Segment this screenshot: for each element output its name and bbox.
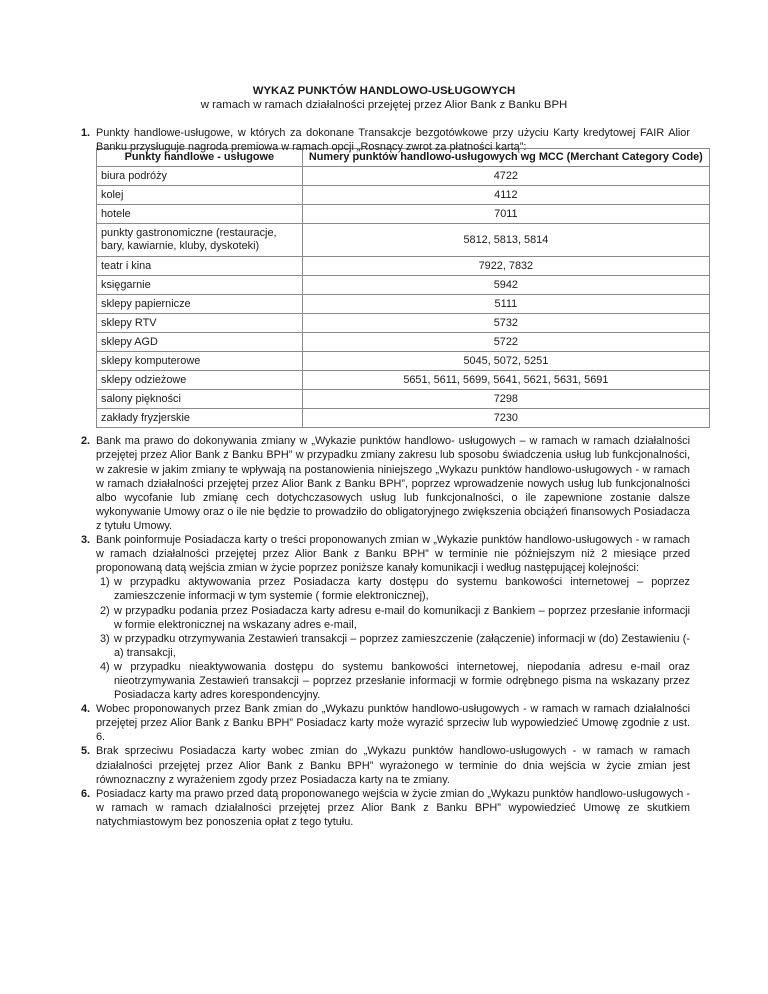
list-item — [96, 632, 690, 660]
table-cell-mcc: 7298 — [302, 390, 709, 409]
table-cell-mcc: 4112 — [302, 186, 709, 205]
paragraph-text: Bank poinformuje Posiadacza karty o treści proponowanych zmian w „Wykazie punktów handlowo-usługowych - w ramach w ramach działalności przejętej przez Alior Bank z Banku BPH” w terminie nie późniejszym niż 2 miesiące przed proponowaną datą wejścia zmian w życie poprzez poniższe kanały komunikacji i według następującej kolejności: — [96, 534, 690, 575]
table-cell-merchant: zakłady fryzjerskie — [97, 409, 303, 428]
table-row — [97, 390, 710, 409]
paragraph-3 — [78, 533, 690, 702]
table-cell-merchant: księgarnie — [97, 276, 303, 295]
list-item-number: 4) — [100, 660, 110, 673]
table-row — [97, 205, 710, 224]
table-row — [97, 186, 710, 205]
table-row — [97, 276, 710, 295]
list-item-text: w przypadku otrzymywania Zestawień transakcji – poprzez zamieszczenie (załączenie) informacji w (do) Zestawieniu (-a) transakcji, — [114, 632, 690, 659]
paragraph-5 — [78, 744, 690, 786]
table-cell-mcc: 5722 — [302, 333, 709, 352]
table-cell-merchant: hotele — [97, 205, 303, 224]
table-cell-mcc: 5812, 5813, 5814 — [302, 224, 709, 257]
table-cell-mcc: 7230 — [302, 409, 709, 428]
list-item-text: w przypadku aktywowania przez Posiadacza karty dostępu do systemu bankowości internetowej – poprzez zamieszczenie informacji w tym systemie ( formie elektronicznej), — [114, 576, 690, 603]
table-cell-merchant: teatr i kina — [97, 257, 303, 276]
table-header-merchant: Punkty handlowe - usługowe — [97, 149, 303, 167]
paragraph-text: Brak sprzeciwu Posiadacza karty wobec zmian do „Wykazu punktów handlowo-usługowych - w ramach w ramach działalności przejętej przez Alior Bank z Banku BPH” wyrażonego w terminie do dnia wejścia w życie zmian jest równoznaczny z wyrażeniem zgody przez Posiadacza karty na te zmiany. — [96, 745, 690, 786]
table-cell-merchant: sklepy papiernicze — [97, 295, 303, 314]
paragraph-2 — [78, 434, 690, 533]
table-cell-mcc: 5111 — [302, 295, 709, 314]
table-cell-mcc: 7922, 7832 — [302, 257, 709, 276]
table-cell-mcc: 5942 — [302, 276, 709, 295]
paragraph-text: Bank ma prawo do dokonywania zmiany w „Wykazie punktów handlowo- usługowych – w ramach w ramach działalności przejętej przez Alior Bank z Banku BPH” w przypadku zmiany zakresu lub sposobu świadczenia usług lub funkcjonalności, w zakresie w jakim zmiany te wpływają na postanowienia niniejszego „Wykazu punktów handlowo-usługowych - w ramach w ramach działalności przejętej przez Alior Bank z Banku BPH”, poprzez wprowadzenie nowych usług lub funkcjonalności albo wycofanie lub zmianę cech dotychczasowych usług lub funkcjonalności, o ile zapewnione zostanie dalsze wykonywanie Umowy oraz o ile nie będzie to prowadziło do obligatoryjnego zwiększenia obciążeń finansowych Posiadacza z tytułu Umowy. — [96, 435, 690, 532]
list-item-text: w przypadku podania przez Posiadacza karty adresu e-mail do komunikacji z Bankiem – poprzez przesłanie informacji w formie elektronicznej na wskazany adres e-mail, — [114, 604, 690, 631]
table-header-mcc: Numery punktów handlowo-usługowych wg MCC (Merchant Category Code) — [302, 149, 709, 167]
table-cell-merchant: sklepy komputerowe — [97, 352, 303, 371]
list-item-number: 2) — [100, 604, 110, 617]
document-title: WYKAZ PUNKTÓW HANDLOWO-USŁUGOWYCH — [252, 85, 516, 97]
list-item — [96, 660, 690, 702]
table-row — [97, 371, 710, 390]
paragraph-text: Punkty handlowe-usługowe, w których za dokonane Transakcje bezgotówkowe przy użyciu Karty kredytowej FAIR Alior Banku przysługuje nagroda premiowa w ramach opcji „Rosnący zwrot za płatności kartą”: — [96, 127, 690, 154]
table-cell-merchant: punkty gastronomiczne (restauracje, bary, kawiarnie, kluby, dyskoteki) — [97, 224, 303, 257]
table-cell-mcc: 7011 — [302, 205, 709, 224]
paragraph-text: Posiadacz karty ma prawo przed datą proponowanego wejścia w życie zmian do „Wykazu punktów handlowo-usługowych - w ramach w ramach działalności przejętej przez Alior Bank z Banku BPH” wypowiedzieć Umowę ze skutkiem natychmiastowym bez ponoszenia opłat z tego tytułu. — [96, 787, 690, 828]
paragraph-text: Wobec proponowanych przez Bank zmian do „Wykazu punktów handlowo-usługowych - w ramach w ramach działalności przejętej przez Alior Bank z Banku BPH” Posiadacz karty może wyrazić sprzeciw lub wypowiedzieć Umowę zgodnie z ust. 6. — [96, 703, 690, 744]
paragraph-4 — [78, 702, 690, 744]
table-row — [97, 314, 710, 333]
table-cell-merchant: sklepy AGD — [97, 333, 303, 352]
paragraph-number: 3. — [81, 534, 91, 547]
mcc-table-wrapper — [78, 148, 703, 428]
list-item-text: w przypadku nieaktywowania dostępu do systemu bankowości internetowej, niepodania adresu e-mail oraz nieotrzymywania Zestawień transakcji – poprzez przesłanie informacji w formie odrębnego pisma na wskazany przez Posiadacza karty adres korespondencyjny. — [114, 660, 690, 702]
document-subtitle: w ramach w ramach działalności przejętej przez Alior Bank z Banku BPH — [200, 99, 568, 111]
paragraph-6 — [78, 787, 690, 829]
paragraph-1 — [78, 126, 690, 154]
list-item — [96, 604, 690, 632]
table-row — [97, 352, 710, 371]
list-item-number: 1) — [100, 576, 110, 589]
table-row — [97, 224, 710, 257]
table-cell-merchant: biura podróży — [97, 167, 303, 186]
table-row — [97, 409, 710, 428]
table-row — [97, 295, 710, 314]
table-cell-mcc: 5045, 5072, 5251 — [302, 352, 709, 371]
list-item — [96, 575, 690, 603]
table-row — [97, 257, 710, 276]
table-row — [97, 167, 710, 186]
table-cell-mcc: 4722 — [302, 167, 709, 186]
table-cell-mcc: 5651, 5611, 5699, 5641, 5621, 5631, 5691 — [302, 371, 709, 390]
table-cell-mcc: 5732 — [302, 314, 709, 333]
paragraph-number: 6. — [81, 787, 91, 800]
table-cell-merchant: kolej — [97, 186, 303, 205]
table-row — [97, 333, 710, 352]
table-cell-merchant: sklepy RTV — [97, 314, 303, 333]
paragraph-number: 4. — [81, 703, 91, 716]
list-item-number: 3) — [100, 632, 110, 645]
table-cell-merchant: sklepy odzieżowe — [97, 371, 303, 390]
mcc-table — [96, 148, 710, 428]
paragraph-number: 2. — [81, 435, 91, 448]
paragraph-number: 5. — [81, 745, 91, 758]
paragraph-number: 1. — [81, 127, 91, 139]
table-cell-merchant: salony piękności — [97, 390, 303, 409]
